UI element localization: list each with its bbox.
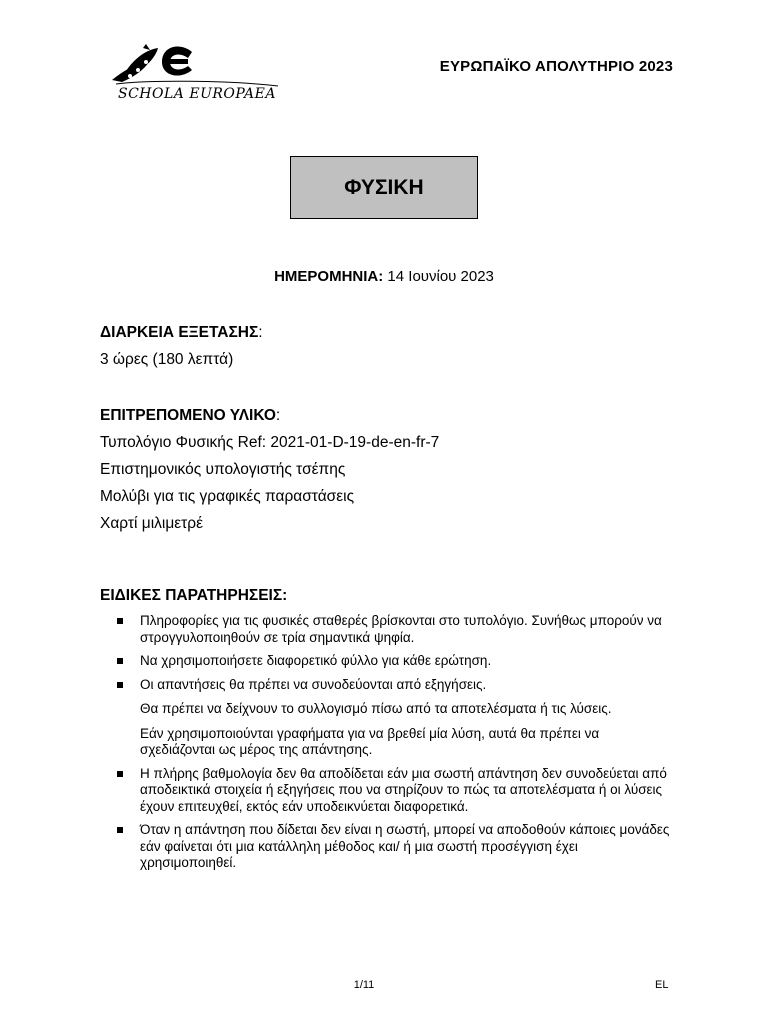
list-item (100, 613, 675, 646)
materials-item: Χαρτί μιλιμετρέ (100, 515, 204, 532)
subject-title: ΦΥΣΙΚΗ (344, 175, 424, 199)
square-bullet-icon (117, 771, 123, 777)
duration-section (100, 319, 263, 373)
note-text: Να χρησιμοποιήσετε διαφορετικό φύλλο για κάθε ερώτηση. (140, 653, 492, 668)
schola-europaea-logo (106, 40, 286, 102)
notes-list (100, 613, 675, 879)
materials-heading: ΕΠΙΤΡΕΠΟΜΕΝΟ ΥΛΙΚΟ (100, 407, 276, 424)
duration-heading: ΔΙΑΡΚΕΙΑ ΕΞΕΤΑΣΗΣ (100, 324, 259, 341)
date-value: 14 Ιουνίου 2023 (387, 268, 494, 285)
note-text: Όταν η απάντηση που δίδεται δεν είναι η σωστή, μπορεί να αποδοθούν κάποιες μονάδες εάν φαίνεται ότι μια κατάλληλη μέθοδος και/ ή μια σωστή προσέγγιση έχει χρησιμοποιηθεί. (140, 822, 670, 870)
square-bullet-icon (117, 827, 123, 833)
materials-item: Τυπολόγιο Φυσικής Ref: 2021-01-D-19-de-en-fr-7 (100, 434, 440, 451)
square-bullet-icon (117, 682, 123, 688)
list-item (100, 677, 675, 759)
materials-item: Επιστημονικός υπολογιστής τσέπης (100, 461, 346, 478)
note-subtext: Εάν χρησιμοποιούνται γραφήματα για να βρεθεί μία λύση, αυτά θα πρέπει να σχεδιάζονται ως μέρος της απάντησης. (140, 725, 600, 757)
subject-title-box (290, 156, 478, 219)
materials-colon: : (275, 407, 281, 424)
note-text: Πληροφορίες για τις φυσικές σταθερές βρίσκονται στο τυπολόγιο. Συνήθως μπορούν να στρογγυλοποιηθούν σε τρία σημαντικά ψηφία. (140, 613, 662, 645)
notes-heading: ΕΙΔΙΚΕΣ ΠΑΡΑΤΗΡΗΣΕΙΣ: (100, 587, 288, 604)
language-code: EL (655, 979, 669, 991)
list-item (100, 653, 675, 670)
duration-colon: : (258, 324, 263, 341)
list-item (100, 766, 675, 816)
duration-value: 3 ώρες (180 λεπτά) (100, 351, 234, 368)
note-text: Η πλήρης βαθμολογία δεν θα αποδίδεται εάν μια σωστή απάντηση δεν συνοδεύεται από αποδεικτικά στοιχεία ή εξηγήσεις που να στηρίζουν το πώς τα αποτελέσματα ή οι λύσεις έχουν επιτευχθεί, εκτός εάν υποδεικνύεται διαφορετικά. (140, 765, 667, 814)
note-subtext: Θα πρέπει να δείχνουν το συλλογισμό πίσω από τα αποτελέσματα ή τις λύσεις. (140, 701, 612, 716)
list-item (100, 822, 675, 872)
logo-wordmark: SCHOLA EUROPAEA (118, 86, 276, 102)
note-text: Οι απαντήσεις θα πρέπει να συνοδεύονται από εξηγήσεις. (140, 676, 487, 692)
materials-section (100, 402, 439, 537)
exam-title: ΕΥΡΩΠΑΪΚΟ ΑΠΟΛΥΤΗΡΙΟ 2023 (439, 58, 673, 75)
exam-date (0, 268, 768, 285)
page-number: 1/11 (353, 979, 375, 991)
square-bullet-icon (117, 618, 123, 624)
square-bullet-icon (117, 658, 123, 664)
date-label: ΗΜΕΡΟΜΗΝΙΑ: (274, 268, 384, 285)
materials-item: Μολύβι για τις γραφικές παραστάσεις (100, 488, 355, 505)
